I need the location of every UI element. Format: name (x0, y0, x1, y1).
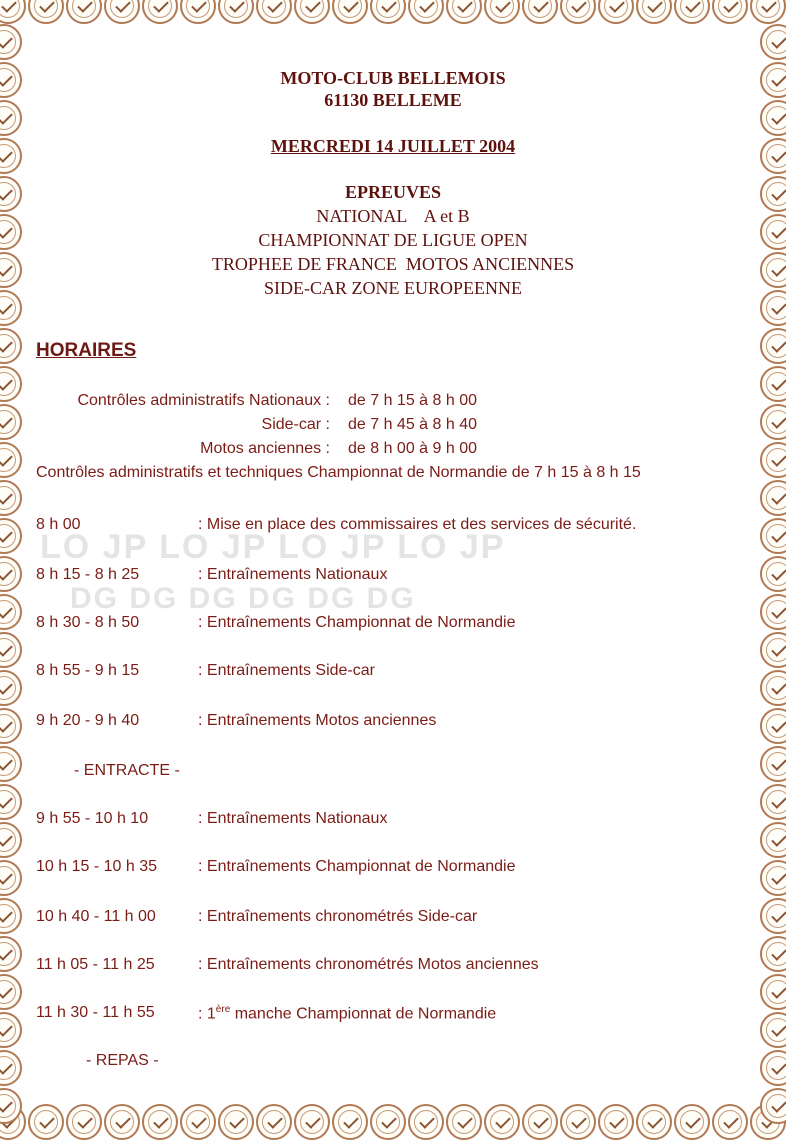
clock-icon (446, 1104, 482, 1140)
clock-icon (750, 0, 786, 24)
clock-icon (256, 1104, 292, 1140)
event-date: MERCREDI 14 JUILLET 2004 (270, 136, 516, 156)
clock-icon (760, 936, 786, 972)
clock-icon (636, 0, 672, 24)
clock-icon (218, 1104, 254, 1140)
clock-icon (0, 518, 22, 554)
control-label-sidecar: Side-car : (261, 416, 330, 433)
clock-icon (760, 746, 786, 782)
schedule-desc: : Entraînements Motos anciennes (198, 712, 437, 729)
clock-icon (560, 1104, 596, 1140)
clock-icon (0, 936, 22, 972)
clock-icon (522, 0, 558, 24)
clock-icon (712, 1104, 748, 1140)
schedule-time: 11 h 05 - 11 h 25 (36, 956, 155, 973)
clock-icon (0, 556, 22, 592)
clock-icon (0, 1012, 22, 1048)
schedule-desc: : Entraînements Nationaux (198, 810, 388, 827)
clock-icon (0, 594, 22, 630)
clock-icon (66, 1104, 102, 1140)
clock-icon (560, 0, 596, 24)
schedule-desc: : Mise en place des commissaires et des services de sécurité. (198, 516, 637, 533)
clock-icon (294, 0, 330, 24)
clock-icon (180, 0, 216, 24)
control-label-nationaux: Contrôles administratifs Nationaux : (77, 392, 330, 409)
clock-icon (0, 328, 22, 364)
clock-icon (332, 0, 368, 24)
clock-icon (760, 24, 786, 60)
clock-icon (522, 1104, 558, 1140)
schedule-time: 8 h 30 - 8 h 50 (36, 614, 140, 631)
schedule-desc: : Entraînements Championnat de Normandie (198, 858, 516, 875)
clock-icon (598, 0, 634, 24)
event-sidecar: SIDE-CAR ZONE EUROPEENNE (264, 278, 522, 298)
clock-icon (760, 594, 786, 630)
clock-icon (0, 898, 22, 934)
clock-icon (104, 0, 140, 24)
clock-icon (0, 1050, 22, 1086)
clock-icon (0, 404, 22, 440)
schedule-time: 8 h 15 - 8 h 25 (36, 566, 140, 583)
clock-icon (760, 556, 786, 592)
clock-icon (0, 670, 22, 706)
schedule-time: 8 h 55 - 9 h 15 (36, 662, 140, 679)
schedule-desc: : Entraînements Nationaux (198, 566, 388, 583)
clock-icon (0, 746, 22, 782)
clock-icon (760, 366, 786, 402)
clock-icon (408, 1104, 444, 1140)
clock-icon (0, 366, 22, 402)
clock-icon (484, 0, 520, 24)
clock-icon (0, 632, 22, 668)
clock-icon (218, 0, 254, 24)
clock-icon (760, 898, 786, 934)
clock-icon (760, 328, 786, 364)
clock-icon (370, 0, 406, 24)
clock-icon (370, 1104, 406, 1140)
control-normandie: Contrôles administratifs et techniques Championnat de Normandie de 7 h 15 à 8 h 15 (36, 464, 641, 481)
club-city: 61130 BELLEME (324, 90, 462, 110)
watermark-initials: DG DG DG DG DG DG (70, 582, 416, 615)
schedule-time: 11 h 30 - 11 h 55 (36, 1004, 155, 1021)
schedule-time: 10 h 40 - 11 h 00 (36, 908, 156, 925)
control-time-sidecar: de 7 h 45 à 8 h 40 (348, 416, 477, 433)
clock-icon (0, 974, 22, 1010)
clock-icon (142, 0, 178, 24)
repas-label: - REPAS - (86, 1052, 159, 1069)
schedule-desc: : Entraînements chronométrés Side-car (198, 908, 478, 925)
control-time-anciennes: de 8 h 00 à 9 h 00 (348, 440, 477, 457)
clock-icon (760, 1012, 786, 1048)
event-national: NATIONAL A et B (316, 206, 470, 226)
club-name: MOTO-CLUB BELLEMOIS (280, 68, 506, 88)
events-title: EPREUVES (344, 182, 442, 202)
clock-icon (28, 0, 64, 24)
clock-icon (636, 1104, 672, 1140)
entracte-label: - ENTRACTE - (74, 762, 180, 779)
clock-icon (0, 0, 26, 24)
clock-icon (674, 1104, 710, 1140)
schedule-time: 10 h 15 - 10 h 35 (36, 858, 157, 875)
clock-icon (294, 1104, 330, 1140)
clock-icon (142, 1104, 178, 1140)
clock-icon (760, 974, 786, 1010)
clock-icon (0, 480, 22, 516)
schedule-time: 8 h 00 (36, 516, 81, 533)
clock-icon (760, 1050, 786, 1086)
clock-icon (28, 1104, 64, 1140)
clock-icon (760, 442, 786, 478)
clock-icon (598, 1104, 634, 1140)
clock-icon (760, 518, 786, 554)
clock-icon (484, 1104, 520, 1140)
clock-icon (674, 0, 710, 24)
clock-icon (760, 670, 786, 706)
schedule-desc: : Entraînements chronométrés Motos anciennes (198, 956, 539, 973)
clock-icon (760, 860, 786, 896)
clock-icon (760, 708, 786, 744)
clock-icon (0, 442, 22, 478)
clock-icon (66, 0, 102, 24)
clock-icon (760, 784, 786, 820)
event-ligue: CHAMPIONNAT DE LIGUE OPEN (258, 230, 528, 250)
clock-icon (104, 1104, 140, 1140)
event-trophee: TROPHEE DE FRANCE MOTOS ANCIENNES (211, 254, 575, 274)
clock-icon (256, 0, 292, 24)
clock-icon (180, 1104, 216, 1140)
clock-icon (408, 0, 444, 24)
clock-icon (446, 0, 482, 24)
clock-icon (0, 24, 22, 60)
control-time-nationaux: de 7 h 15 à 8 h 00 (348, 392, 477, 409)
schedule-desc: : Entraînements Side-car (198, 662, 375, 679)
schedule-desc: : 1ère manche Championnat de Normandie (198, 1004, 497, 1023)
clock-icon (0, 784, 22, 820)
clock-icon (712, 0, 748, 24)
schedule-time: 9 h 55 - 10 h 10 (36, 810, 149, 827)
schedule-desc: : Entraînements Championnat de Normandie (198, 614, 516, 631)
clock-icon (760, 822, 786, 858)
horaires-title: HORAIRES (36, 340, 137, 361)
clock-icon (760, 480, 786, 516)
clock-icon (0, 860, 22, 896)
clock-icon (760, 632, 786, 668)
clock-icon (0, 822, 22, 858)
clock-icon (0, 708, 22, 744)
clock-icon (760, 404, 786, 440)
watermark-logos: LO JP LO JP LO JP LO JP (40, 528, 506, 566)
clock-icon (332, 1104, 368, 1140)
schedule-time: 9 h 20 - 9 h 40 (36, 712, 140, 729)
control-label-anciennes: Motos anciennes : (200, 440, 330, 457)
